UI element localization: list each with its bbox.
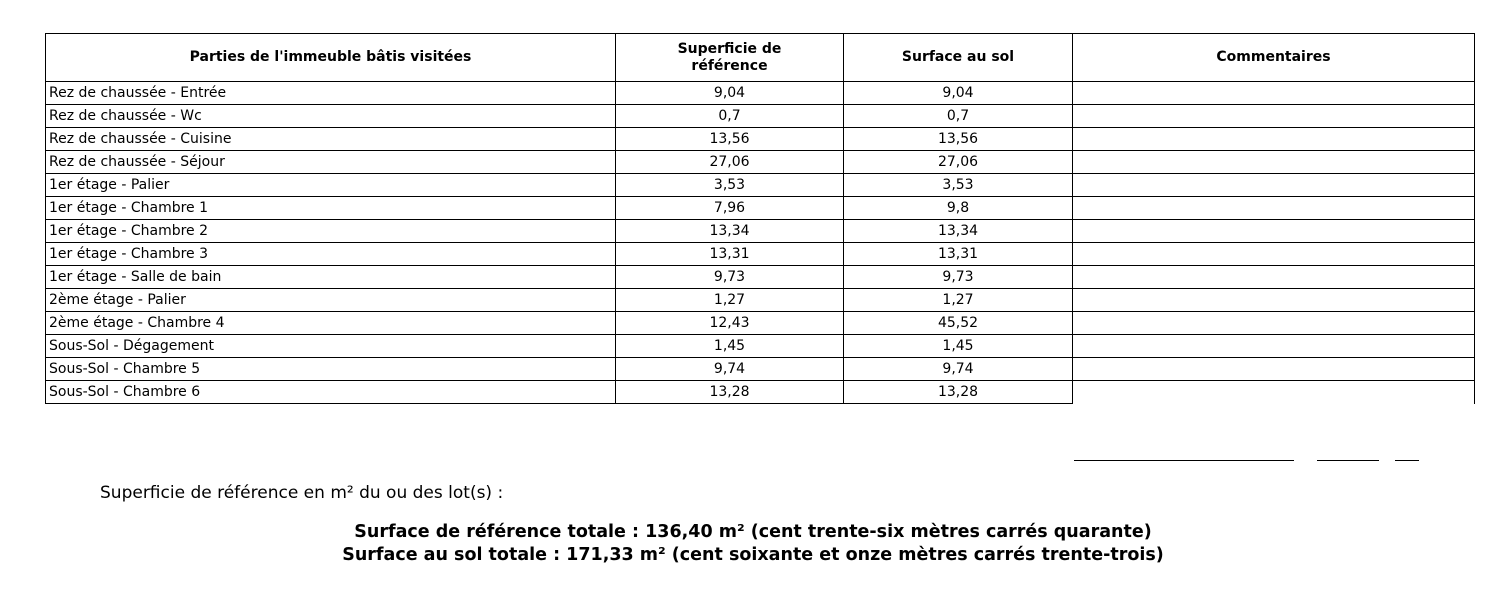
total-reference-surface: Surface de référence totale : 136,40 m² (cent trente-six mètres carrés quarante) (354, 522, 1152, 542)
cell-ground: 13,56 (844, 128, 1073, 151)
cell-ground: 27,06 (844, 151, 1073, 174)
table-row (46, 128, 1475, 151)
cell-ground: 3,53 (844, 174, 1073, 197)
surfaces-table (45, 33, 1475, 404)
header-comments: Commentaires (1073, 34, 1475, 82)
cell-reference: 13,56 (616, 128, 844, 151)
cell-part: Sous-Sol - Dégagement (46, 335, 616, 358)
total-ground-surface: Surface au sol totale : 171,33 m² (cent soixante et onze mètres carrés trente-trois) (342, 545, 1164, 565)
cell-ground: 0,7 (844, 105, 1073, 128)
cell-reference: 13,31 (616, 243, 844, 266)
cell-comment (1073, 358, 1475, 381)
cell-part: 2ème étage - Chambre 4 (46, 312, 616, 335)
cell-reference: 7,96 (616, 197, 844, 220)
cell-reference: 1,27 (616, 289, 844, 312)
cell-reference: 9,73 (616, 266, 844, 289)
cell-reference: 9,04 (616, 82, 844, 105)
cell-comment (1073, 381, 1475, 404)
cell-comment (1073, 128, 1475, 151)
cell-comment (1073, 197, 1475, 220)
header-reference-line1: Superficie de (677, 40, 782, 57)
cell-part: Sous-Sol - Chambre 6 (46, 381, 616, 404)
cell-part: 1er étage - Salle de bain (46, 266, 616, 289)
cell-part: 1er étage - Palier (46, 174, 616, 197)
table-row (46, 82, 1475, 105)
table-row (46, 266, 1475, 289)
cell-comment (1073, 312, 1475, 335)
cell-part: Rez de chaussée - Cuisine (46, 128, 616, 151)
cell-reference: 3,53 (616, 174, 844, 197)
cell-part: 1er étage - Chambre 2 (46, 220, 616, 243)
cell-ground: 45,52 (844, 312, 1073, 335)
cell-comment (1073, 82, 1475, 105)
cell-comment (1073, 151, 1475, 174)
cell-reference: 9,74 (616, 358, 844, 381)
cell-part: Rez de chaussée - Entrée (46, 82, 616, 105)
comment-border-segment (1317, 460, 1379, 461)
header-reference-line2: référence (691, 57, 768, 74)
table-row (46, 197, 1475, 220)
cell-reference: 13,34 (616, 220, 844, 243)
table-row (46, 220, 1475, 243)
comment-border-segment (1395, 460, 1419, 461)
cell-comment (1073, 220, 1475, 243)
cell-ground: 9,73 (844, 266, 1073, 289)
table-row (46, 312, 1475, 335)
table-row (46, 335, 1475, 358)
cell-comment (1073, 105, 1475, 128)
table-row (46, 358, 1475, 381)
cell-part: Rez de chaussée - Wc (46, 105, 616, 128)
cell-comment (1073, 174, 1475, 197)
cell-part: Sous-Sol - Chambre 5 (46, 358, 616, 381)
cell-reference: 27,06 (616, 151, 844, 174)
cell-ground: 9,8 (844, 197, 1073, 220)
cell-ground: 1,45 (844, 335, 1073, 358)
cell-part: Rez de chaussée - Séjour (46, 151, 616, 174)
cell-comment (1073, 243, 1475, 266)
cell-part: 1er étage - Chambre 1 (46, 197, 616, 220)
header-ground: Surface au sol (844, 34, 1073, 82)
cell-part: 1er étage - Chambre 3 (46, 243, 616, 266)
cell-comment (1073, 335, 1475, 358)
cell-reference: 1,45 (616, 335, 844, 358)
cell-comment (1073, 289, 1475, 312)
table-row (46, 174, 1475, 197)
cell-part: 2ème étage - Palier (46, 289, 616, 312)
summary-label: Superficie de référence en m² du ou des lot(s) : (100, 483, 504, 503)
table-row (46, 105, 1475, 128)
table-header-row (46, 34, 1475, 82)
table-row (46, 381, 1475, 404)
table-row (46, 289, 1475, 312)
totals-block (0, 521, 1506, 567)
cell-reference: 12,43 (616, 312, 844, 335)
cell-reference: 13,28 (616, 381, 844, 404)
cell-ground: 13,31 (844, 243, 1073, 266)
header-part: Parties de l'immeuble bâtis visitées (46, 34, 616, 82)
table-row (46, 151, 1475, 174)
header-reference (616, 34, 844, 82)
comment-border-segment (1074, 460, 1294, 461)
cell-ground: 1,27 (844, 289, 1073, 312)
cell-comment (1073, 266, 1475, 289)
cell-reference: 0,7 (616, 105, 844, 128)
cell-ground: 9,74 (844, 358, 1073, 381)
cell-ground: 13,34 (844, 220, 1073, 243)
cell-ground: 13,28 (844, 381, 1073, 404)
cell-ground: 9,04 (844, 82, 1073, 105)
table-row (46, 243, 1475, 266)
